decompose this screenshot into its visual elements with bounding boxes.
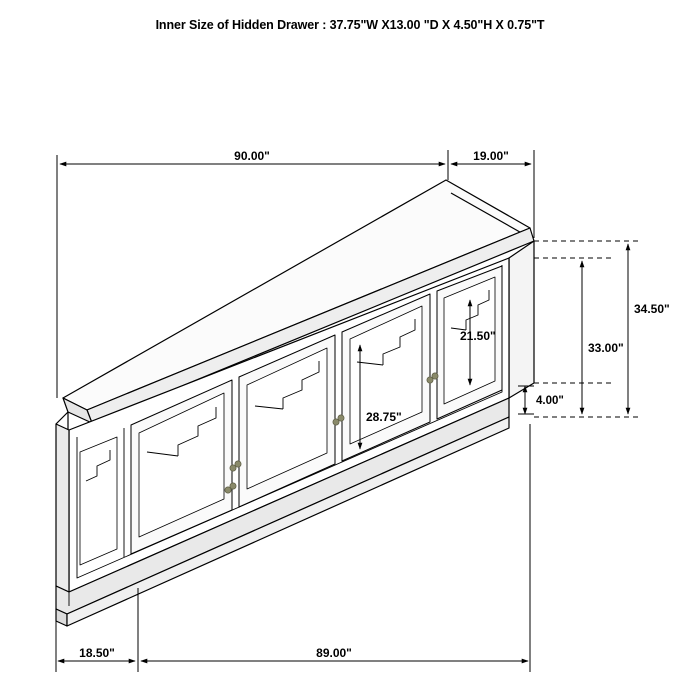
label-door-height-back: 21.50" xyxy=(460,329,496,343)
left-side-panel-line2 xyxy=(56,412,68,424)
label-top-width: 90.00" xyxy=(234,149,270,163)
cabinet-right-side-panel xyxy=(509,241,534,398)
label-base-height: 4.00" xyxy=(536,395,564,407)
label-total-height: 34.50" xyxy=(634,302,670,316)
cabinet-illustration xyxy=(56,180,534,626)
cabinet-left-side-panel xyxy=(56,424,69,592)
label-body-height: 33.00" xyxy=(588,341,624,355)
label-door-height-front: 28.75" xyxy=(366,410,402,424)
label-base-left: 18.50" xyxy=(79,646,115,660)
left-end-decor-panel xyxy=(80,437,117,565)
label-top-depth: 19.00" xyxy=(473,149,509,163)
page-title: Inner Size of Hidden Drawer : 37.75"W X13.00 "D X 4.50"H X 0.75"T xyxy=(155,18,545,32)
label-base-front: 89.00" xyxy=(316,646,352,660)
